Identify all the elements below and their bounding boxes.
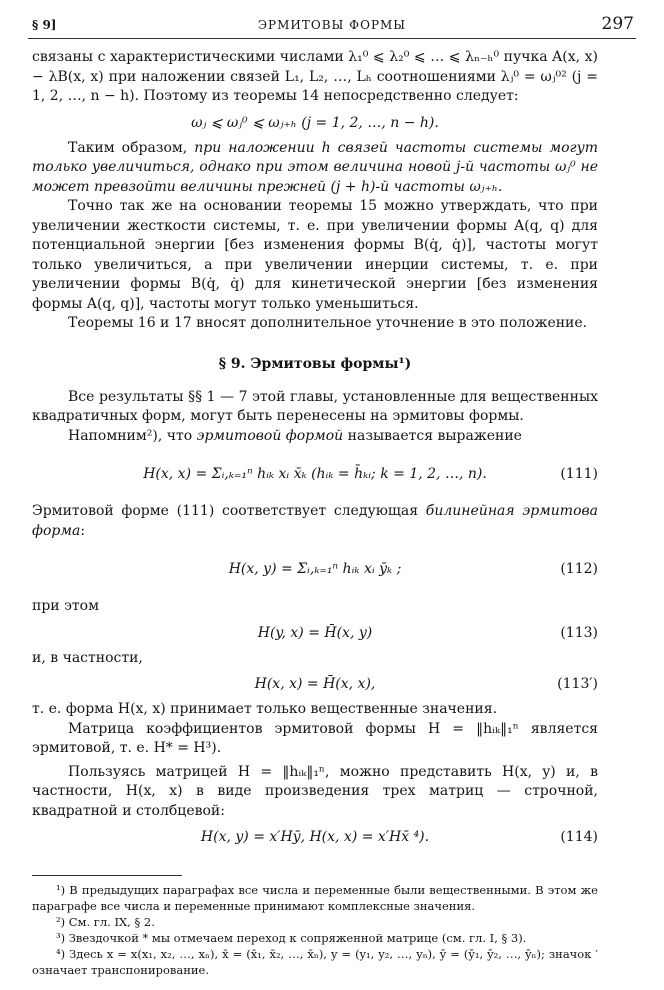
running-header — [28, 12, 636, 39]
equation-113-number: (113) — [560, 624, 598, 641]
equation-112-number: (112) — [560, 561, 598, 577]
page-body — [32, 48, 598, 978]
section-heading: § 9. Эрмитовы формы¹) — [218, 355, 412, 372]
page-number: 297 — [601, 14, 634, 34]
equation-114-body: H(x, y) = x′Hȳ, H(x, x) = x′Hx̄ ⁴). — [200, 829, 430, 845]
equation-113 — [32, 623, 598, 643]
equation-112-body: H(x, y) = Σᵢ,ₖ₌₁ⁿ hᵢₖ xᵢ ȳₖ ; — [228, 561, 402, 577]
footnote-rule — [32, 875, 182, 876]
text-v-chastnosti: и, в частности, — [32, 649, 143, 666]
equation-111-body: H(x, x) = Σᵢ,ₖ₌₁ⁿ hᵢₖ xᵢ x̄ₖ (hᵢₖ = h̄ₖᵢ; k = 1, 2, …, n). — [143, 466, 487, 482]
header-section: § 9] — [32, 18, 57, 32]
paragraph-recall — [32, 427, 598, 447]
footnote-1: ¹) В предыдущих параграфах все числа и переменные были вещественными. В этом же параграфе все числа и переменные принимают комплексные значения. — [32, 883, 598, 913]
equation-114-number: (114) — [560, 829, 598, 845]
equation-113-prime-number: (113′) — [557, 676, 598, 692]
paragraph-coefficient-matrix: Матрица коэффициентов эрмитовой формы H = ‖hᵢₖ‖₁ⁿ является эрмитовой, т. е. H* = H³). — [32, 720, 598, 756]
inequality-omega: ωⱼ ⩽ ωⱼ⁰ ⩽ ωⱼ₊ₕ (j = 1, 2, …, n − h). — [191, 114, 439, 131]
equation-112 — [32, 547, 598, 591]
term-bilinear-form: билинейная эрмитова форма — [32, 503, 598, 539]
paragraph-continuation: связаны с характеристическими числами λ₁⁰ ⩽ λ₂⁰ ⩽ … ⩽ λₙ₋ₕ⁰ пучка A(x, x) − λB(x, x) при наложении связей L₁, L₂, …, Lₕ соотношениями λⱼ⁰ = ωⱼ⁰² (j = 1, 2, …, n − h). Поэтому из теоремы 14 непосредственно следует: — [32, 49, 598, 104]
paragraph-recall-lead: Напомним²), что — [68, 427, 197, 444]
paragraph-conclusion-statement: при наложении h связей частоты системы могут только увеличиться, однако при этом величина новой j-й частоты ωⱼ⁰ не может превзойти величины прежней (j + h)-й частоты ωⱼ₊ₕ. — [32, 139, 598, 195]
paragraph-conclusion-lead: Таким образом, — [68, 139, 195, 156]
equation-114 — [32, 827, 598, 847]
paragraph-results: Все результаты §§ 1 — 7 этой главы, установленные для вещественных квадратичных форм, могут быть перенесены на эрмитовы формы. — [32, 388, 598, 424]
footnote-2: ²) См. гл. IX, § 2. — [56, 915, 155, 929]
paragraph-matrix-product: Пользуясь матрицей H = ‖hᵢₖ‖₁ⁿ, можно представить H(x, y) и, в частности, H(x, x) в виде произведения трех матриц — строчной, квадратной и столбцевой: — [32, 763, 598, 819]
equation-111 — [32, 452, 598, 496]
equation-113-prime — [32, 674, 598, 694]
equation-113-prime-body: H(x, x) = H̄(x, x), — [254, 676, 376, 692]
header-title: ЭРМИТОВЫ ФОРМЫ — [257, 18, 407, 32]
paragraph-conclusion — [32, 139, 598, 198]
paragraph-recall-tail: называется выражение — [343, 427, 522, 444]
text-pri-etom: при этом — [32, 598, 99, 614]
paragraph-real-values: т. е. форма H(x, x) принимает только вещественные значения. — [32, 701, 498, 717]
paragraph-theorems-16-17: Теоремы 16 и 17 вносят дополнительное уточнение в это положение. — [68, 315, 588, 331]
equation-113-body: H(y, x) = H̄(x, y) — [257, 624, 373, 641]
term-hermitian-form: эрмитовой формой — [196, 427, 344, 444]
paragraph-bilinear-lead: Эрмитовой форме (111) соответствует следующая — [32, 503, 426, 519]
paragraph-theorem-15: Точно так же на основании теоремы 15 можно утверждать, что при увеличении жесткости системы, т. е. при увеличении формы A(q, q) для потенциальной энергии [без изменения формы B(q̇, q̇)], частоты могут только увеличиться, а при увеличении инерции системы, т. е. при увеличении формы B(q̇, q̇) для кинетической энергии [без изменения формы A(q, q)], частоты могут только уменьшиться. — [32, 198, 598, 312]
paragraph-bilinear-tail: : — [80, 522, 86, 539]
footnote-3: ³) Звездочкой * мы отмечаем переход к сопряженной матрице (см. гл. I, § 3). — [56, 931, 527, 945]
equation-111-number: (111) — [560, 466, 598, 482]
paragraph-bilinear — [32, 502, 598, 541]
footnote-4: ⁴) Здесь x = x(x₁, x₂, …, xₙ), x̄ = (x̄₁, x̄₂, …, x̄ₙ), y = (y₁, y₂, …, yₙ), ȳ = (ȳ₁, ȳ₂, …, ȳₙ); значок ′ означает транспонирование. — [32, 947, 598, 977]
